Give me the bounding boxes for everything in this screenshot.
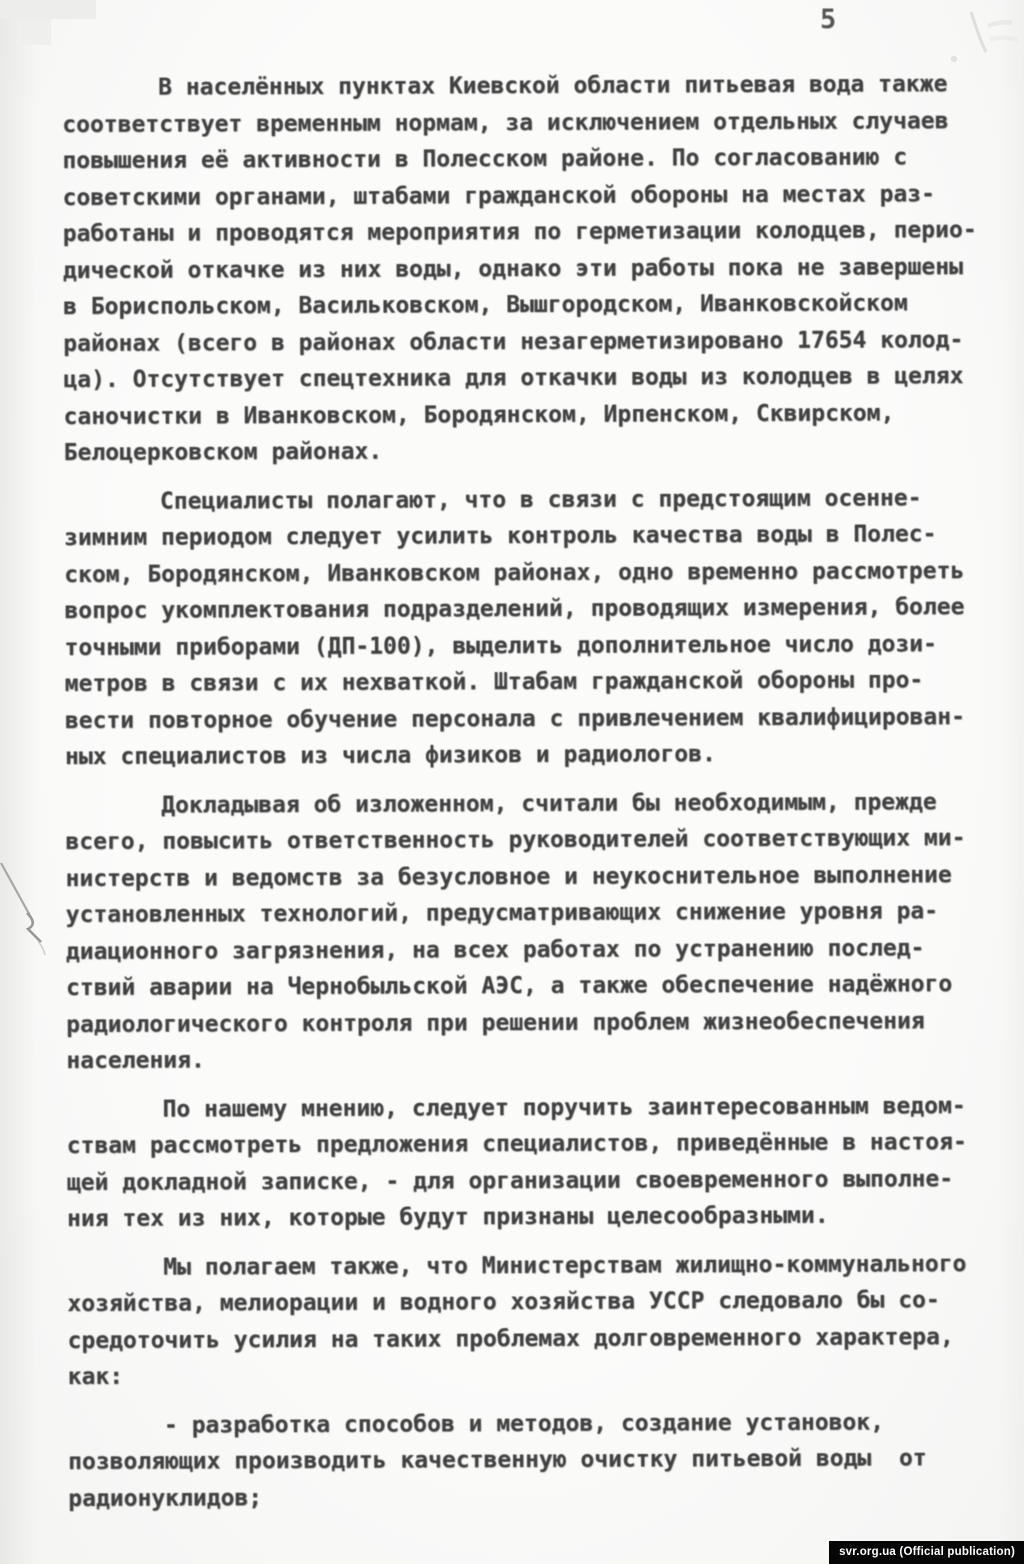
scan-corner-artifact-tab — [21, 19, 51, 45]
document-text — [62, 66, 1004, 1529]
source-watermark: svr.org.ua (Official publication) — [829, 1541, 1024, 1564]
paragraph-6: - разработка способов и методов, создание установок, позволяющих производить качественную очистку питьевой воды от радионуклидов; — [68, 1408, 927, 1512]
paragraph-5: Мы полагаем также, что Министерствам жилищно-коммунального хозяйства, мелиорации и водного хозяйства УССР следовало бы со- средоточить усилия на таких проблемах долговременного характера, как: — [67, 1250, 967, 1390]
page-number: 5 — [820, 4, 837, 35]
handwritten-margin-mark — [0, 855, 64, 975]
paragraph-4: По нашему мнению, следует поручить заинтересованным ведом- ствам рассмотреть предложения специалистов, приведённые в настоя- щей докладной записке, - для организации своевременного выполне- ния тех из них, которые будут признаны целесообразными. — [66, 1092, 967, 1232]
paragraph-3: Докладывая об изложенном, считали бы необходимым, прежде всего, повысить ответственность руководителей соответствующих ми- нистерств и ведомств за безусловное и неукоснительное выполнение установленных технологий, предусматривающих снижение уровня ра- диационного загрязнения, на всех работах по устранению послед- ствий аварии на Чернобыльской АЭС, а также обеспечение надёжного радиологического контроля при решении проблем жизнеобеспечения населения. — [65, 788, 966, 1074]
scan-corner-artifact — [0, 0, 96, 19]
paragraph-2: Специалисты полагают, что в связи с предстоящим осенне- зимним периодом следует усилить контроль качества воды в Полес- ском, Бородянском, Иванковском районах, одно временно рассмотреть вопрос укомплектования подразделений, проводящих измерения, более точными приборами (ДП-100), выделить дополнительное число дози- метров в связи с их нехваткой. Штабам гражданской обороны про- вести повторное обучение персонала с привлечением квалифицирован- ных специалистов из числа физиков и радиологов. — [63, 484, 965, 770]
paragraph-1: В населённых пунктах Киевской области питьевая вода также соответствует временным нормам, за исключением отдельных случаев повышения её активности в Полесском районе. По согласованию с советскими органами, штабами гражданской обороны на местах раз- работаны и проводятся мероприятия по герметизации колодцев, перио- дической откачке из них воды, однако эти работы пока не завершены в Бориспольском, Васильковском, Вышгородском, Иванковскойском районах (всего в районах области незагерметизировано 17654 колод- ца). Отсутствует спецтехника для откачки воды из колодцев в целях саночистки в Иванковском, Бородянском, Ирпенском, Сквирском, Белоцерковском районах. — [62, 71, 977, 466]
